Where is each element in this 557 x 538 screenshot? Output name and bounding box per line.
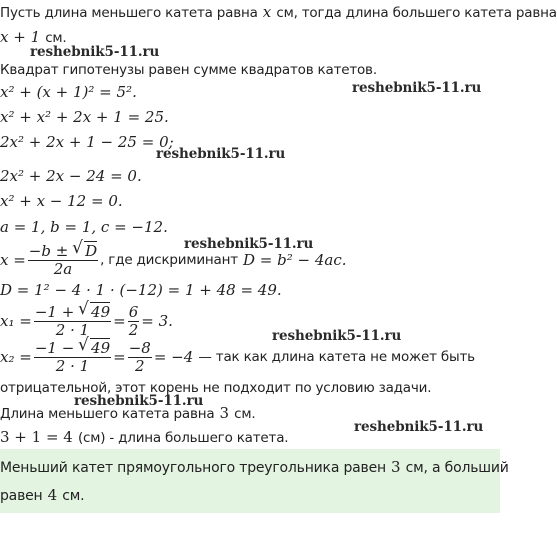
answer-line-2 xyxy=(0,485,84,504)
text: см. xyxy=(62,488,85,504)
watermark: reshebnik5-11.ru xyxy=(74,393,204,409)
equation-6: a = 1, b = 1, c = −12. xyxy=(0,218,168,236)
watermark: reshebnik5-11.ru xyxy=(156,146,286,162)
text: Пусть длина меньшего катета равна xyxy=(0,5,258,21)
discriminant-formula: D = b² − 4ac. xyxy=(243,251,347,269)
text: Длина меньшего катета равна xyxy=(0,406,215,422)
sqrt xyxy=(73,243,97,260)
sqrt xyxy=(79,340,110,357)
numerator: 6 xyxy=(128,302,139,321)
answer-line-1 xyxy=(0,457,509,476)
fraction xyxy=(34,340,111,375)
math-lhs: x₂ = xyxy=(0,348,32,366)
fraction xyxy=(34,304,111,339)
equals: = xyxy=(113,312,126,330)
text: равен xyxy=(0,488,43,504)
result: = 3. xyxy=(141,312,173,330)
text: — так как длина катета не может быть xyxy=(198,349,475,365)
text: см, а больший xyxy=(405,460,509,476)
numerator-prefix: −b ± xyxy=(28,241,69,260)
denominator: 2 · 1 xyxy=(55,356,90,375)
watermark: reshebnik5-11.ru xyxy=(354,419,484,435)
watermark: reshebnik5-11.ru xyxy=(184,236,314,252)
sqrt-radicand: 49 xyxy=(91,302,111,321)
fraction xyxy=(28,243,98,278)
denominator: 2 xyxy=(135,356,145,375)
numerator-prefix: −1 + xyxy=(34,302,75,321)
math-value: 3 xyxy=(391,458,401,476)
sqrt xyxy=(79,304,110,321)
equals: = xyxy=(113,348,126,366)
math-value: 4 xyxy=(47,486,58,504)
sqrt-radicand: D xyxy=(85,241,98,260)
negative-root-note: отрицательной, этот корень не подходит по условию задачи. xyxy=(0,380,432,396)
numerator-prefix: −1 − xyxy=(34,338,75,357)
result: = −4 xyxy=(153,348,194,366)
short-leg-line xyxy=(0,403,255,422)
math-expr: x + 1 xyxy=(0,28,41,46)
answer-box xyxy=(0,449,509,513)
equation-5: x² + x − 12 = 0. xyxy=(0,192,123,210)
equation-2: x² + x² + 2x + 1 = 25. xyxy=(0,108,169,126)
equation-4: 2x² + 2x − 24 = 0. xyxy=(0,167,142,185)
problem-line-1 xyxy=(0,2,557,21)
fraction xyxy=(128,304,140,339)
denominator: 2 · 1 xyxy=(55,320,90,339)
equation-3: 2x² + 2x + 1 − 25 = 0; xyxy=(0,133,174,151)
watermark: reshebnik5-11.ru xyxy=(272,328,402,344)
denominator: 2a xyxy=(53,259,73,278)
numerator: −8 xyxy=(128,338,151,357)
watermark: reshebnik5-11.ru xyxy=(352,80,482,96)
text: , где дискриминант xyxy=(100,252,238,268)
text: см. xyxy=(234,406,256,422)
quadratic-formula-line xyxy=(0,240,347,280)
root-2-line xyxy=(0,337,475,377)
statement-line: Квадрат гипотенузы равен сумме квадратов катетов. xyxy=(0,62,377,78)
watermark: reshebnik5-11.ru xyxy=(30,44,160,60)
denominator: 2 xyxy=(128,320,139,339)
math-lhs: x₁ = xyxy=(0,312,32,330)
math-expr: 3 + 1 = 4 xyxy=(0,428,73,446)
math-lhs: x = xyxy=(0,251,26,269)
text: см, тогда длина большего катета равна xyxy=(276,5,557,21)
text: Меньший катет прямоугольного треугольника равен xyxy=(0,460,386,476)
long-leg-line xyxy=(0,427,288,446)
math-var: x xyxy=(262,3,272,21)
discriminant-calc: D = 1² − 4 · 1 · (−12) = 1 + 48 = 49. xyxy=(0,281,282,299)
text: (см) - длина большего катета. xyxy=(77,430,289,446)
fraction xyxy=(128,340,152,375)
text: см. xyxy=(45,30,67,46)
sqrt-radicand: 49 xyxy=(91,338,111,357)
math-value: 3 xyxy=(219,404,230,422)
equation-1: x² + (x + 1)² = 5². xyxy=(0,83,137,101)
